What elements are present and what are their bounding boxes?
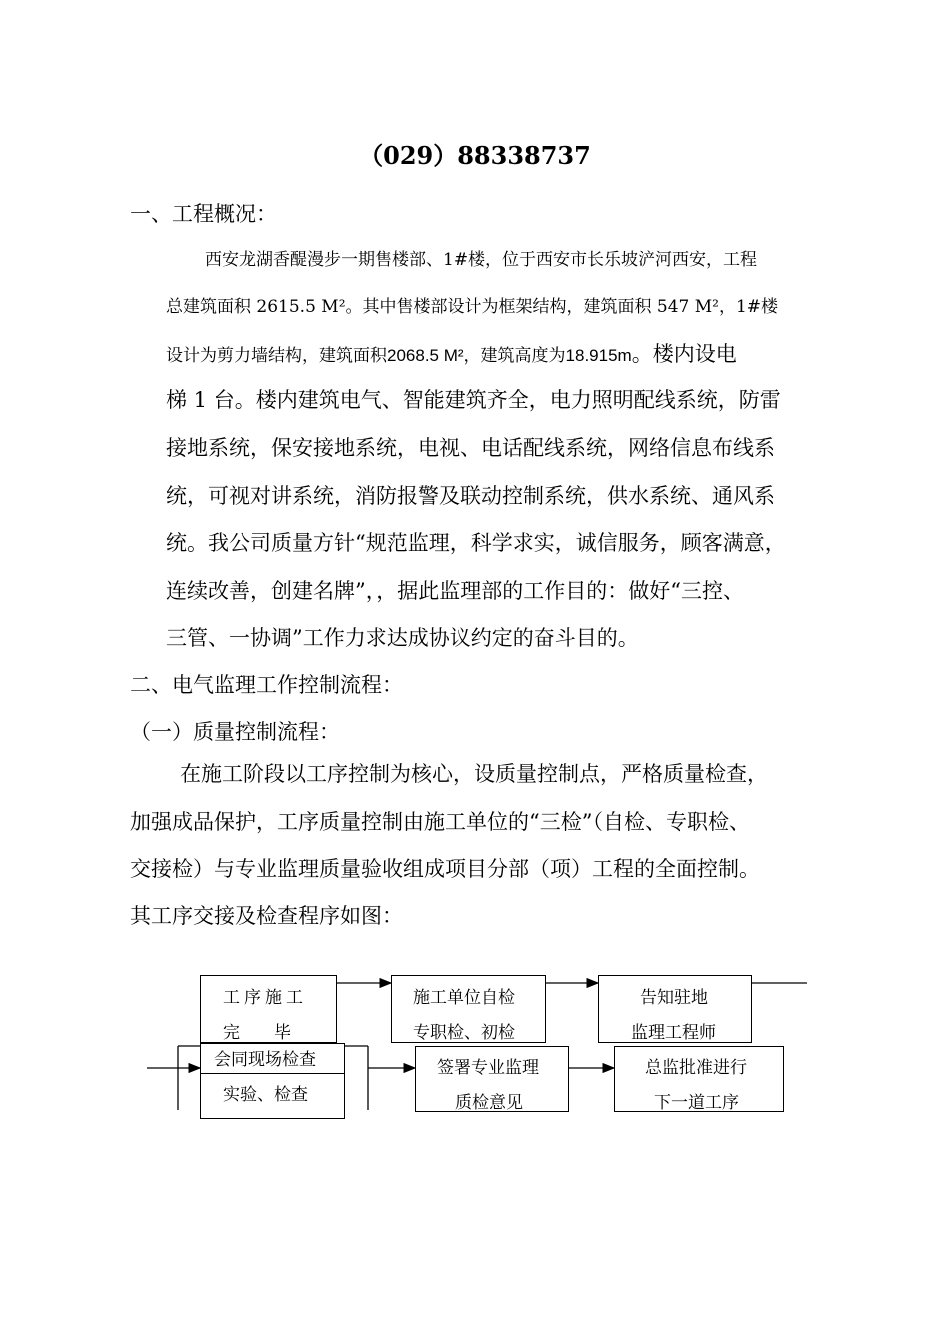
paragraph-line: 统。我公司质量方针“规范监理，科学求实，诚信服务，顾客满意， xyxy=(166,531,786,555)
section2-subheading: （一）质量控制流程： xyxy=(130,720,340,744)
paragraph-line: 三管、一协调”工作力求达成协议约定的奋斗目的。 xyxy=(166,626,639,650)
flow-box-line: 完 毕 xyxy=(223,1023,291,1043)
flow-box-line: 工序施工 xyxy=(223,988,307,1008)
text-run: 。楼内设电 xyxy=(631,342,737,366)
paragraph-line: 其工序交接及检查程序如图： xyxy=(130,904,403,928)
flow-box-line: 总监批准进行 xyxy=(645,1058,747,1078)
section1-heading: 一、工程概况： xyxy=(130,202,277,226)
flow-box-joint-inspection xyxy=(200,1043,345,1119)
text-run: ，建筑高度为 xyxy=(463,346,566,366)
paragraph-line: 在施工阶段以工序控制为核心，设质量控制点，严格质量检查， xyxy=(180,762,768,786)
flow-box-supervisor-opinion xyxy=(415,1046,569,1112)
paragraph-line: 西安龙湖香醍漫步一期售楼部、1#楼，位于西安市长乐坡浐河西安，工程 xyxy=(205,250,758,270)
flow-box-line: 质检意见 xyxy=(455,1093,523,1113)
paragraph-line: 接地系统，保安接地系统，电视、电话配线系统，网络信息布线系 xyxy=(166,436,775,460)
page-title: （029）88338737 xyxy=(359,141,591,170)
paragraph-line: 加强成品保护，工序质量控制由施工单位的“三检”（自检、专职检、 xyxy=(130,810,750,834)
text-run: 设计为剪力墙结构，建筑面积 xyxy=(166,346,387,366)
flow-box-line: 实验、检查 xyxy=(223,1085,308,1105)
flow-box-line: 专职检、初检 xyxy=(413,1023,515,1043)
text-run: 18.915m xyxy=(565,346,632,365)
paragraph-line: 统，可视对讲系统，消防报警及联动控制系统，供水系统、通风系 xyxy=(166,484,775,508)
flow-box-line: 签署专业监理 xyxy=(437,1058,539,1078)
flow-box-process-complete xyxy=(200,975,337,1043)
flow-box-line: 施工单位自检 xyxy=(413,988,515,1008)
paragraph-line: 总建筑面积 2615.5 M²。其中售楼部设计为框架结构，建筑面积 547 M²，1#楼 xyxy=(166,297,779,317)
paragraph-line: 梯 1 台。楼内建筑电气、智能建筑齐全，电力照明配线系统，防雷 xyxy=(166,388,781,412)
text-run: 2068.5 M² xyxy=(387,346,464,365)
flow-box-chief-approval xyxy=(614,1046,784,1112)
paragraph-line: 连续改善，创建名牌”，，据此监理部的工作目的：做好“三控、 xyxy=(166,579,744,603)
section2-heading: 二、电气监理工作控制流程： xyxy=(130,673,403,697)
flow-box-divider xyxy=(201,1073,344,1074)
paragraph-line: 交接检）与专业监理质量验收组成项目分部（项）工程的全面控制。 xyxy=(130,857,760,881)
flow-box-line: 下一道工序 xyxy=(654,1093,739,1113)
flow-box-line: 告知驻地 xyxy=(640,988,708,1008)
flow-box-self-inspection xyxy=(391,975,546,1043)
flow-box-line: 监理工程师 xyxy=(631,1023,716,1043)
flow-box-line: 会同现场检查 xyxy=(214,1050,316,1070)
flow-box-notify-engineer xyxy=(598,975,752,1043)
